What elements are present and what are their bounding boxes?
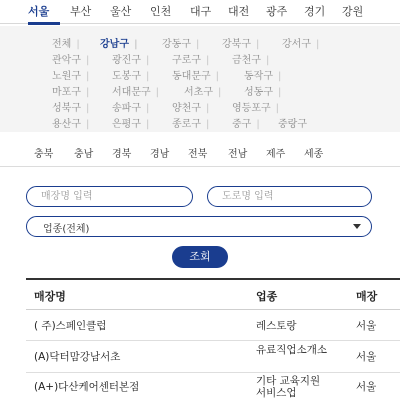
district-separator: | — [85, 103, 90, 114]
district-separator: | — [155, 87, 160, 98]
store-name-cell: (A)닥터맘강남서초 — [34, 351, 121, 363]
address-cell: 서울 — [356, 320, 377, 332]
district-eunpyeong[interactable]: 은평구 | — [112, 119, 150, 130]
district-separator: | — [85, 87, 90, 98]
address-cell: 서울 — [356, 381, 377, 393]
province-chungnam[interactable]: 충남 — [74, 149, 94, 160]
district-separator: | — [145, 71, 150, 82]
district-separator: | — [205, 119, 210, 130]
district-geumcheon[interactable]: 금천구 | — [232, 55, 270, 66]
tab-region-incheon[interactable]: 인천 — [150, 5, 172, 18]
district-dobong[interactable]: 도봉구 | — [112, 71, 150, 82]
district-separator: | — [275, 103, 280, 114]
district-seongdong[interactable]: 성동구 | — [244, 87, 282, 98]
district-jongno[interactable]: 종로구 | — [172, 119, 210, 130]
category-cell: 레스토랑 — [256, 320, 297, 332]
district-separator: | — [217, 87, 222, 98]
district-nowon[interactable]: 노원구 | — [52, 71, 90, 82]
province-jeonbuk[interactable]: 전북 — [188, 149, 208, 160]
tab-region-seoul[interactable]: 서울 — [28, 5, 50, 18]
tab-region-gyeonggi[interactable]: 경기 — [304, 5, 326, 18]
store-name-cell: (A+)다산케어센터본점 — [34, 381, 140, 393]
district-guro[interactable]: 구로구 | — [172, 55, 210, 66]
column-header-store-name[interactable]: 매장명 — [34, 290, 66, 303]
district-dongjak[interactable]: 동작구 | — [244, 71, 282, 82]
store-name-input[interactable] — [26, 186, 193, 207]
district-gangseo[interactable]: 강서구 | — [282, 39, 320, 50]
district-separator: | — [85, 119, 90, 130]
district-gangnam[interactable]: 강남구 | — [100, 39, 138, 50]
district-separator: | — [277, 71, 282, 82]
district-dongdaemun[interactable]: 동대문구 | — [172, 71, 220, 82]
district-songpa[interactable]: 송파구 | — [112, 103, 150, 114]
district-separator: | — [255, 39, 260, 50]
category-cell: 기타 교육지원 서비스업 — [256, 375, 321, 399]
district-separator: | — [145, 119, 150, 130]
category-cell: 유료직업소개소 — [256, 344, 328, 356]
district-separator: | — [205, 55, 210, 66]
district-panel — [0, 26, 400, 132]
district-separator: | — [133, 39, 138, 50]
province-jeju[interactable]: 제주 — [266, 149, 286, 160]
tab-region-busan[interactable]: 부산 — [70, 5, 92, 18]
tab-region-gwangju[interactable]: 광주 — [266, 5, 288, 18]
table-row[interactable] — [26, 373, 400, 400]
province-chungbuk[interactable]: 충북 — [34, 149, 54, 160]
district-separator: | — [265, 55, 270, 66]
district-separator: | — [85, 55, 90, 66]
district-separator: | — [256, 119, 260, 130]
search-button[interactable]: 조회 — [172, 246, 228, 268]
table-row[interactable] — [26, 311, 400, 341]
district-separator: | — [205, 103, 210, 114]
column-header-address[interactable]: 매장 — [356, 290, 378, 303]
district-jung[interactable]: 중구 | — [232, 119, 260, 130]
province-sejong[interactable]: 세종 — [304, 149, 324, 160]
district-gwangjin[interactable]: 광진구 | — [112, 55, 150, 66]
category-select[interactable] — [26, 216, 372, 237]
district-mapo[interactable]: 마포구 | — [52, 87, 90, 98]
district-separator: | — [85, 71, 90, 82]
district-gangdong[interactable]: 강동구 | — [162, 39, 200, 50]
district-gangbuk[interactable]: 강북구 | — [222, 39, 260, 50]
tab-region-ulsan[interactable]: 울산 — [110, 5, 132, 18]
table-row[interactable] — [26, 341, 400, 373]
district-all[interactable]: 전체 | — [52, 39, 80, 50]
province-gyeongnam[interactable]: 경남 — [150, 149, 170, 160]
column-header-category[interactable]: 업종 — [256, 290, 278, 303]
province-row — [0, 141, 400, 167]
store-name-cell: ( 주)스페인클럽 — [34, 320, 107, 332]
district-seongbuk[interactable]: 성북구 | — [52, 103, 90, 114]
tab-region-daejeon[interactable]: 대전 — [228, 5, 250, 18]
district-seocho[interactable]: 서초구 | — [184, 87, 222, 98]
road-name-input[interactable] — [207, 186, 372, 207]
province-gyeongbuk[interactable]: 경북 — [112, 149, 132, 160]
chevron-down-icon — [353, 224, 361, 229]
region-tab-bar — [0, 0, 400, 24]
district-separator: | — [277, 87, 282, 98]
results-table — [26, 278, 400, 400]
district-separator: | — [76, 39, 80, 50]
tab-region-gangwon[interactable]: 강원 — [342, 5, 364, 18]
province-jeonnam[interactable]: 전남 — [228, 149, 248, 160]
district-seodaemun[interactable]: 서대문구 | — [112, 87, 160, 98]
district-separator: | — [145, 55, 150, 66]
district-separator: | — [145, 103, 150, 114]
tab-region-daegu[interactable]: 대구 — [190, 5, 212, 18]
district-gwanak[interactable]: 관악구 | — [52, 55, 90, 66]
active-tab-indicator — [28, 22, 60, 25]
address-cell: 서울 — [356, 351, 377, 363]
district-jungnang[interactable]: 중랑구 — [278, 119, 307, 130]
district-yongsan[interactable]: 용산구 | — [52, 119, 90, 130]
district-yeongdeungpo[interactable]: 영등포구 | — [232, 103, 280, 114]
district-separator: | — [195, 39, 200, 50]
table-header — [26, 278, 400, 310]
district-yangcheon[interactable]: 양천구 | — [172, 103, 210, 114]
district-separator: | — [315, 39, 320, 50]
district-separator: | — [215, 71, 220, 82]
category-selected-value: 업종(전체) — [43, 224, 90, 235]
